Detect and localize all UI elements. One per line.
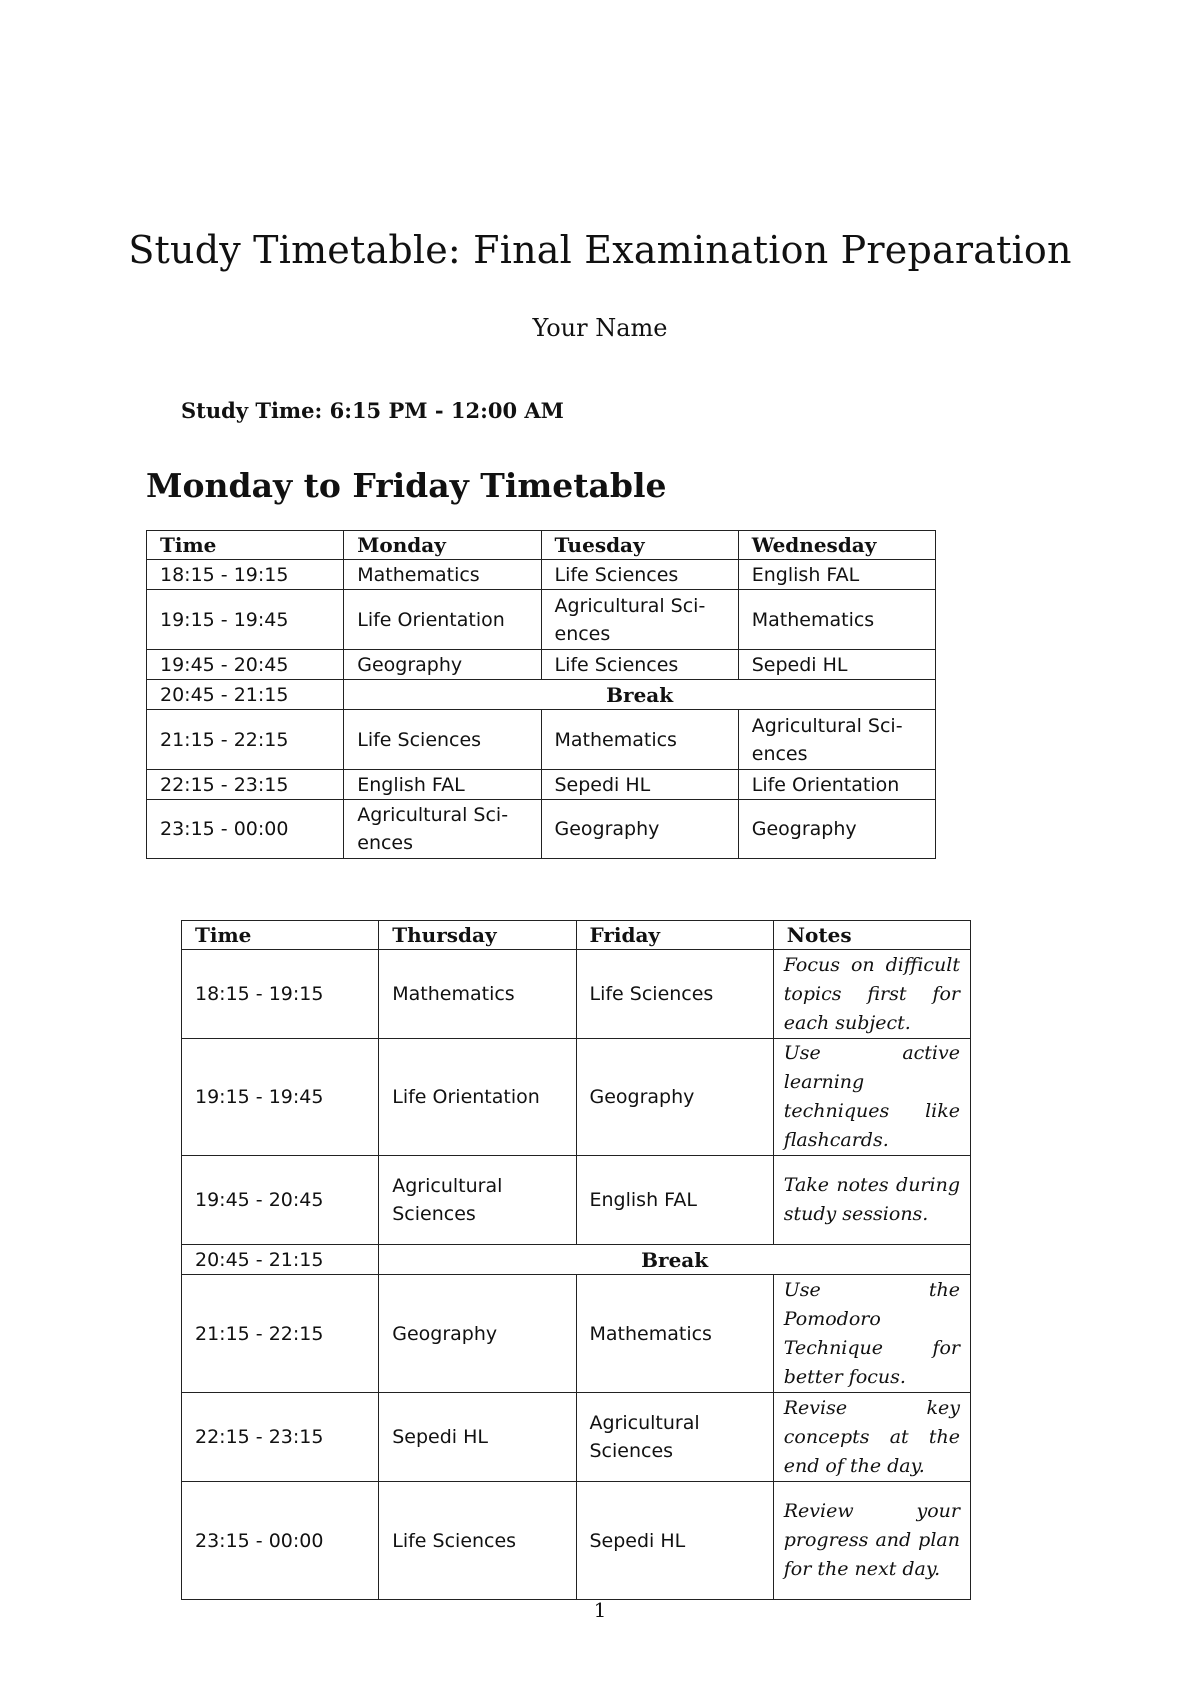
note-cell: Review your progress and plan for the next day. [773,1482,970,1600]
time-cell: 19:15 - 19:45 [182,1039,379,1156]
subject-cell: Agricultural Sciences [379,1156,576,1245]
break-cell: Break [344,680,936,710]
subject-cell: Geography [541,800,738,859]
note-cell: Revise key concepts at the end of the day. [773,1393,970,1482]
break-cell: Break [379,1245,971,1275]
table-row [147,590,936,650]
time-cell: 23:15 - 00:00 [182,1482,379,1600]
subject-cell: Mathematics [541,710,738,770]
table-row [147,560,936,590]
subject-cell: English FAL [738,560,935,590]
time-cell: 23:15 - 00:00 [147,800,344,859]
subject-cell: Life Orientation [379,1039,576,1156]
section-heading: Monday to Friday Timetable [146,466,667,505]
table-row [147,770,936,800]
header-time: Time [182,921,379,950]
note-cell: Focus on difficult topics first for each subject. [773,950,970,1039]
subject-cell: English FAL [576,1156,773,1245]
subject-cell: Geography [576,1039,773,1156]
subject-cell: Life Sciences [379,1482,576,1600]
break-row [182,1245,971,1275]
subject-cell: Agricultural Sci- ences [344,800,541,859]
break-row [147,680,936,710]
table-row [182,1039,971,1156]
subject-cell: Geography [379,1275,576,1393]
subject-cell: Life Sciences [576,950,773,1039]
time-cell: 18:15 - 19:15 [182,950,379,1039]
header-notes: Notes [773,921,970,950]
document-title: Study Timetable: Final Examination Preparation [128,228,1072,272]
subject-cell: Agricultural Sci- ences [738,710,935,770]
time-cell: 19:45 - 20:45 [182,1156,379,1245]
page-number: 1 [593,1598,607,1622]
subject-cell: Life Orientation [344,590,541,650]
table-row [147,710,936,770]
table-row [182,1156,971,1245]
subject-cell: Mathematics [379,950,576,1039]
subject-cell: Sepedi HL [738,650,935,680]
time-cell: 22:15 - 23:15 [182,1393,379,1482]
subject-cell: Sepedi HL [541,770,738,800]
header-friday: Friday [576,921,773,950]
note-cell: Use active learning techniques like flashcards. [773,1039,970,1156]
header-wednesday: Wednesday [738,531,935,560]
subject-cell: Life Sciences [344,710,541,770]
table-header-row [147,531,936,560]
subject-cell: Geography [738,800,935,859]
subject-cell: Life Sciences [541,560,738,590]
note-cell: Use the Pomodoro Technique for better focus. [773,1275,970,1393]
time-cell: 19:45 - 20:45 [147,650,344,680]
table-row [182,1275,971,1393]
header-monday: Monday [344,531,541,560]
subject-cell: English FAL [344,770,541,800]
subject-cell: Mathematics [344,560,541,590]
author-name: Your Name [532,314,668,342]
subject-cell: Life Sciences [541,650,738,680]
subject-cell: Life Orientation [738,770,935,800]
timetable-thursday-friday [181,920,971,1600]
note-cell: Take notes during study sessions. [773,1156,970,1245]
table-row [182,950,971,1039]
time-cell: 21:15 - 22:15 [182,1275,379,1393]
header-thursday: Thursday [379,921,576,950]
subject-cell: Sepedi HL [379,1393,576,1482]
time-cell: 19:15 - 19:45 [147,590,344,650]
subject-cell: Agricultural Sci- ences [541,590,738,650]
timetable-monday-wednesday [146,530,936,859]
study-time-line: Study Time: 6:15 PM - 12:00 AM [181,398,564,423]
subject-cell: Mathematics [576,1275,773,1393]
subject-cell: Mathematics [738,590,935,650]
header-time: Time [147,531,344,560]
table-row [147,800,936,859]
header-tuesday: Tuesday [541,531,738,560]
time-cell: 20:45 - 21:15 [182,1245,379,1275]
table-row [182,1482,971,1600]
subject-cell: Geography [344,650,541,680]
table-row [147,650,936,680]
time-cell: 22:15 - 23:15 [147,770,344,800]
time-cell: 21:15 - 22:15 [147,710,344,770]
subject-cell: Sepedi HL [576,1482,773,1600]
subject-cell: Agricultural Sciences [576,1393,773,1482]
time-cell: 20:45 - 21:15 [147,680,344,710]
time-cell: 18:15 - 19:15 [147,560,344,590]
table-header-row [182,921,971,950]
table-row [182,1393,971,1482]
